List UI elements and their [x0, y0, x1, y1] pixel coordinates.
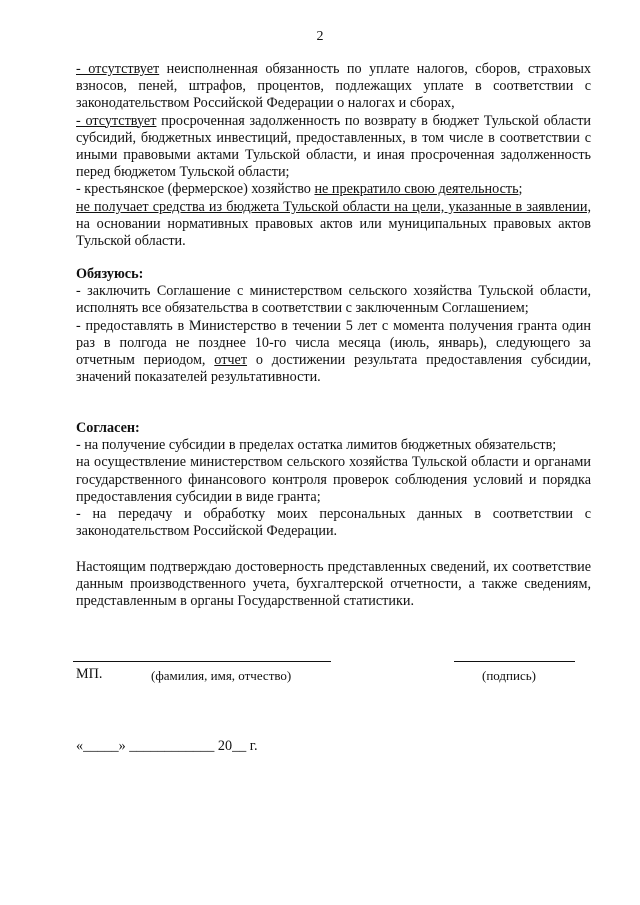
signature-caption: (подпись) [482, 668, 536, 683]
obligation-report-text: - предоставлять в Министерство в течении 5 лет с момента получения гранта один раз в полгода не позднее 10-го числа месяца (июль, январь), следующего за отчетным периодом, [76, 317, 591, 369]
confirmation-paragraph: Настоящим подтверждаю достоверность представленных сведений, их соответствие данным производственного учета, бухгалтерской отчетности, а также сведениям, представленным в органы Государственной статистики. [76, 559, 591, 610]
declarations-section [76, 61, 591, 250]
declaration-tax [76, 61, 591, 113]
declaration-funds [76, 199, 591, 251]
stamp-label: МП. [76, 666, 103, 682]
declaration-debt [76, 113, 591, 182]
obligation-report [76, 318, 591, 387]
confirmation-section [76, 559, 591, 611]
name-caption: (фамилия, имя, отчество) [151, 668, 292, 683]
page-number: 2 [316, 29, 324, 44]
consent-inspection: на осуществление министерством сельского хозяйства Тульской области и органами государственного финансового контроля проверок соблюдения условий и порядка предоставления субсидии в виде гранта; [76, 454, 591, 505]
consent-heading: Согласен: [76, 420, 140, 436]
name-signature-line [73, 661, 331, 662]
date-line: «_____» ____________ 20__ г. [76, 738, 258, 754]
declaration-farm-text: - крестьянское (фермерское) хозяйство [76, 181, 315, 198]
sign-signature-line [454, 661, 575, 662]
consent-subsidy: - на получение субсидии в пределах остатка лимитов бюджетных обязательств; [76, 437, 557, 454]
obligations-heading: Обязуюсь: [76, 266, 144, 282]
declaration-farm-end: ; [518, 181, 523, 198]
consent-section [76, 420, 591, 540]
declaration-tax-marker: - отсутствует [76, 61, 160, 77]
declaration-debt-marker: - отсутствует [76, 112, 157, 129]
declaration-farm [76, 181, 591, 198]
obligation-agreement: - заключить Соглашение с министерством сельского хозяйства Тульской области, исполнять все обязательства в соответствии с заключенным Соглашением; [76, 283, 591, 317]
declaration-funds-text: на основании нормативных правовых актов или муниципальных правовых актов Тульской области. [76, 215, 591, 250]
declaration-farm-underlined: не прекратило свою деятельность [314, 181, 519, 198]
consent-personal-data: - на передачу и обработку моих персональных данных в соответствии с законодательством Российской Федерации. [76, 506, 591, 540]
obligations-section [76, 266, 591, 386]
declaration-debt-text: просроченная задолженность по возврату в бюджет Тульской области субсидий, бюджетных инвестиций, предоставленных, в том числе в соответствии с иными правовыми актами Тульской области, и иная просроченная задолженность перед бюджетом Тульской области; [76, 112, 591, 181]
declaration-funds-underlined: не получает средства из бюджета Тульской области на цели, указанные в заявлении, [76, 198, 591, 215]
declaration-tax-text: неисполненная обязанность по уплате налогов, сборов, страховых взносов, пеней, штрафов, процентов, подлежащих уплате в соответствии с законодательством Российской Федерации о налогах и сборах, [76, 61, 591, 112]
obligation-report-end: о достижении результата предоставления субсидии, значений показателей результативности. [76, 352, 592, 386]
obligation-report-underlined: отчет [214, 352, 248, 369]
